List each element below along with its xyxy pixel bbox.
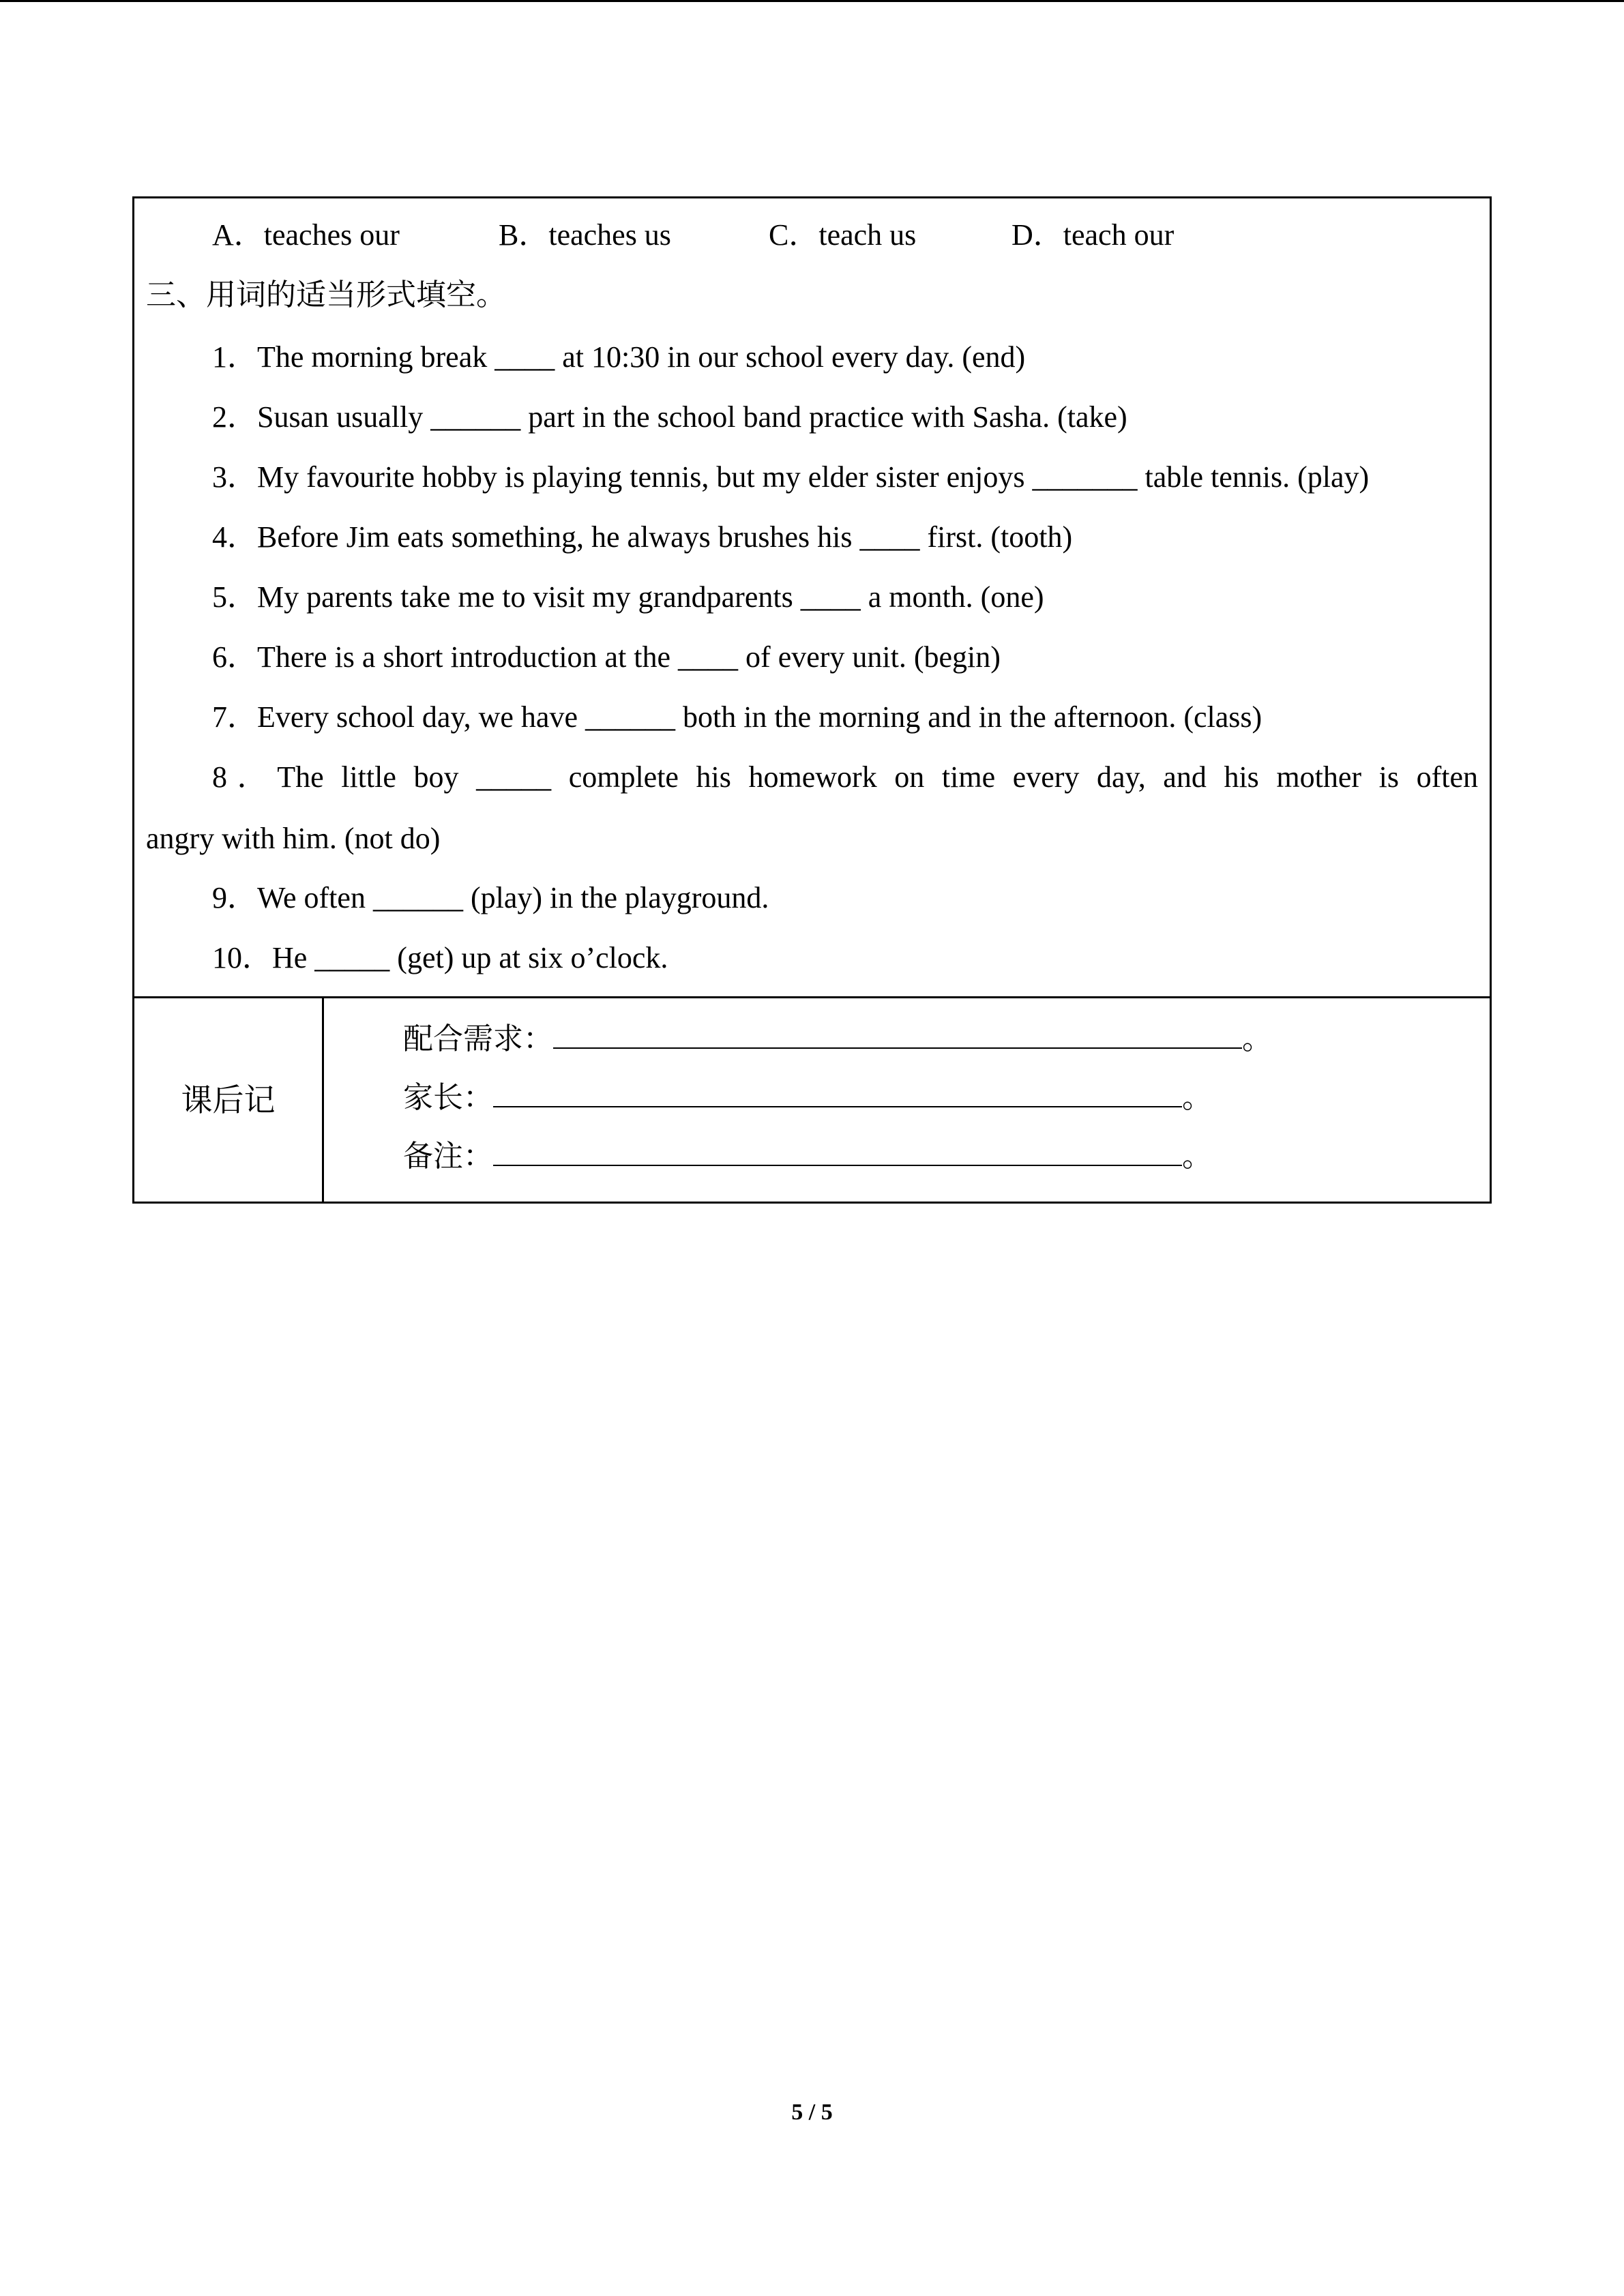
needs-end-mark: 。 [1242, 1022, 1272, 1056]
option-d: D．teach our [1012, 218, 1175, 252]
question-4: 4．Before Jim eats something, he always brushes his ____ first. (tooth) [212, 520, 1073, 554]
option-a: A．teaches our [212, 218, 400, 252]
question-9: 9．We often ______ (play) in the playground. [212, 881, 769, 914]
parent-label: 家长： [403, 1081, 493, 1114]
top-border [0, 0, 1624, 2]
option-c: C．teach us [769, 218, 917, 252]
question-3: 3．My favourite hobby is playing tennis, but my elder sister enjoys _______ table tennis. (play) [212, 460, 1370, 494]
question-8-continued: angry with him. (not do) [146, 822, 441, 855]
question-5: 5．My parents take me to visit my grandparents ____ a month. (one) [212, 580, 1044, 614]
question-1: 1．The morning break ____ at 10:30 in our school every day. (end) [212, 340, 1026, 374]
notes-label: 课后记 [181, 1083, 276, 1118]
needs-label: 配合需求： [403, 1022, 553, 1056]
question-6: 6．There is a short introduction at the ____ of every unit. (begin) [212, 640, 1001, 674]
notes-divider [322, 998, 324, 1202]
parent-end-mark: 。 [1182, 1081, 1212, 1114]
remark-end-mark: 。 [1182, 1139, 1212, 1173]
question-8: 8．The little boy _____ complete his homework on time every day, and his mother is often [212, 760, 1478, 794]
needs-row [403, 1017, 1272, 1060]
parent-row [403, 1076, 1212, 1118]
question-7: 7．Every school day, we have ______ both in the morning and in the afternoon. (class) [212, 700, 1263, 734]
after-class-notes-table [132, 998, 1492, 1204]
page-number: 5 / 5 [791, 2100, 833, 2125]
question-10: 10．He _____ (get) up at six o’clock. [212, 941, 668, 974]
parent-blank[interactable] [493, 1076, 1182, 1107]
remark-label: 备注： [403, 1139, 493, 1173]
section-heading: 三、用词的适当形式填空。 [146, 278, 506, 312]
needs-blank[interactable] [553, 1017, 1242, 1049]
option-b: B．teaches us [499, 218, 671, 252]
question-2: 2．Susan usually ______ part in the school band practice with Sasha. (take) [212, 400, 1127, 434]
remark-row [403, 1135, 1212, 1177]
remark-blank[interactable] [493, 1135, 1182, 1166]
